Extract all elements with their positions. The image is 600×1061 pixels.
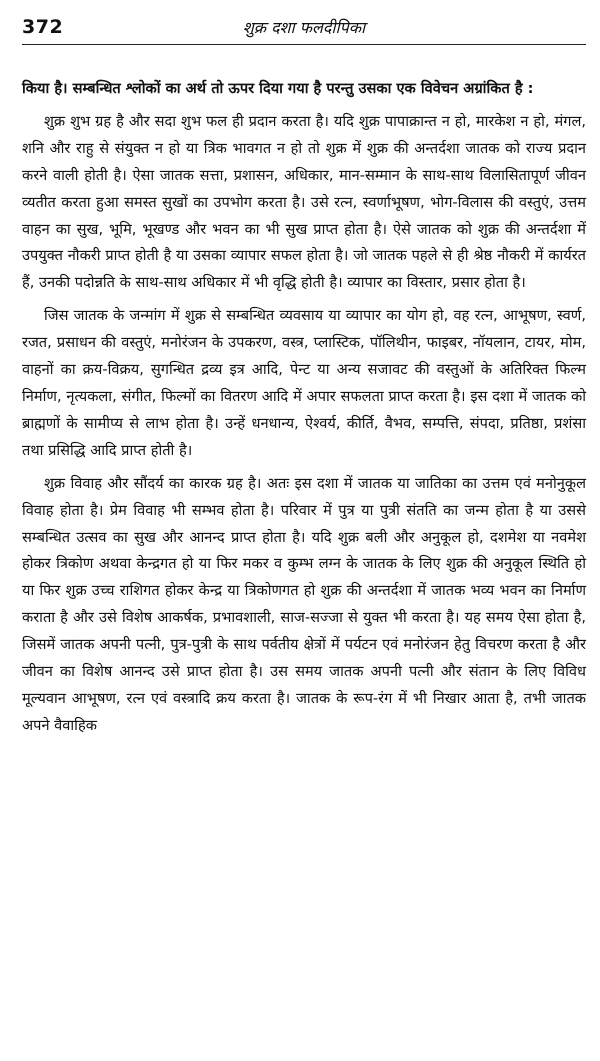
paragraph-intro: किया है। सम्बन्धित श्लोकों का अर्थ तो ऊपर दिया गया है परन्तु उसका एक विवेचन अग्रांकित है : [22, 80, 534, 97]
page-header [22, 0, 586, 44]
running-title: शुक्र दशा फलदीपिका [242, 18, 366, 37]
body-text [22, 76, 586, 740]
header-rule [22, 44, 586, 45]
paragraph-shukra-benefits: शुक्र शुभ ग्रह है और सदा शुभ फल ही प्रदान करता है। यदि शुक्र पापाक्रान्त न हो, मारकेश न हो, मंगल, शनि और राहु से संयुक्त न हो या त्रिक भावगत न हो तो शुक्र में शुक्र की अन्तर्दशा जातक को राज्य प्रदान करने वाली होती है। ऐसा जातक सत्ता, प्रशासन, अधिकार, मान-सम्मान के साथ-साथ विलासितापूर्ण जीवन व्यतीत करता हुआ समस्त सुखों का उपभोग करता है। उसे रत्न, स्वर्णाभूषण, भोग-विलास की वस्तुएं, उत्तम वाहन का सुख, भूमि, भूखण्ड और भवन का भी सुख प्राप्त होता है। ऐसे जातक को शुक्र की अन्तर्दशा में उपयुक्त नौकरी प्राप्त होती है या उसका व्यापार सफल होता है। जो जातक पहले से ही श्रेष्ठ नौकरी में कार्यरत हैं, उनकी पदोन्नति के साथ-साथ अधिकार में भी वृद्धि होती है। व्यापार का विस्तार, प्रसार होता है। [22, 112, 586, 292]
page-number: 372 [22, 16, 64, 38]
paragraph-marriage: शुक्र विवाह और सौंदर्य का कारक ग्रह है। अतः इस दशा में जातक या जातिका का उत्तम एवं मनोनुकूल विवाह होता है। प्रेम विवाह भी सम्भव होता है। परिवार में पुत्र या पुत्री संतति का जन्म होता है या उससे सम्बन्धित उत्सव का सुख और आनन्द प्राप्त होता है। यदि शुक्र बली और अनुकूल हो, दशमेश या नवमेश होकर त्रिकोण अथवा केन्द्रगत हो या फिर मकर व कुम्भ लग्न के जातक के लिए शुक्र की अनुकूल स्थिति हो या फिर शुक्र उच्च राशिगत होकर केन्द्र या त्रिकोणगत हो शुक्र की अन्तर्दशा में जातक भव्य भवन का निर्माण कराता है और उसे विशेष आकर्षक, प्रभावशाली, साज-सज्जा से युक्त भी करता है। यह समय ऐसा होता है, जिसमें जातक अपनी पत्नी, पुत्र-पुत्री के साथ पर्वतीय क्षेत्रों में पर्यटन एवं मनोरंजन हेतु विचरण करता है और जीवन का विशेष आनन्द उसे प्राप्त होता है। उस समय जातक अपनी पत्नी और संतान के लिए विविध मूल्यवान आभूषण, रत्न एवं वस्त्रादि क्रय करता है। जातक के रूप-रंग में भी निखार आता है, तभी जातक अपने वैवाहिक [22, 474, 586, 734]
paragraph-business: जिस जातक के जन्मांग में शुक्र से सम्बन्धित व्यवसाय या व्यापार का योग हो, वह रत्न, आभूषण, स्वर्ण, रजत, प्रसाधन की वस्तुएं, मनोरंजन के उपकरण, वस्त्र, प्लास्टिक, पॉलिथीन, फाइबर, नॉयलान, टायर, मोम, वाहनों का क्रय-विक्रय, सुगन्धित द्रव्य इत्र आदि, पेन्ट या अन्य सजावट की वस्तुओं के अतिरिक्त फिल्म निर्माण, नृत्यकला, संगीत, फिल्मों का वितरण आदि में अपार सफलता प्राप्त करता है। इस दशा में जातक को ब्राह्मणों के सामीप्य से लाभ होता है। उन्हें धनधान्य, ऐश्वर्य, कीर्ति, वैभव, सम्पत्ति, संपदा, प्रतिष्ठा, प्रशंसा तथा प्रसिद्धि आदि प्राप्त होती है। [22, 307, 586, 459]
